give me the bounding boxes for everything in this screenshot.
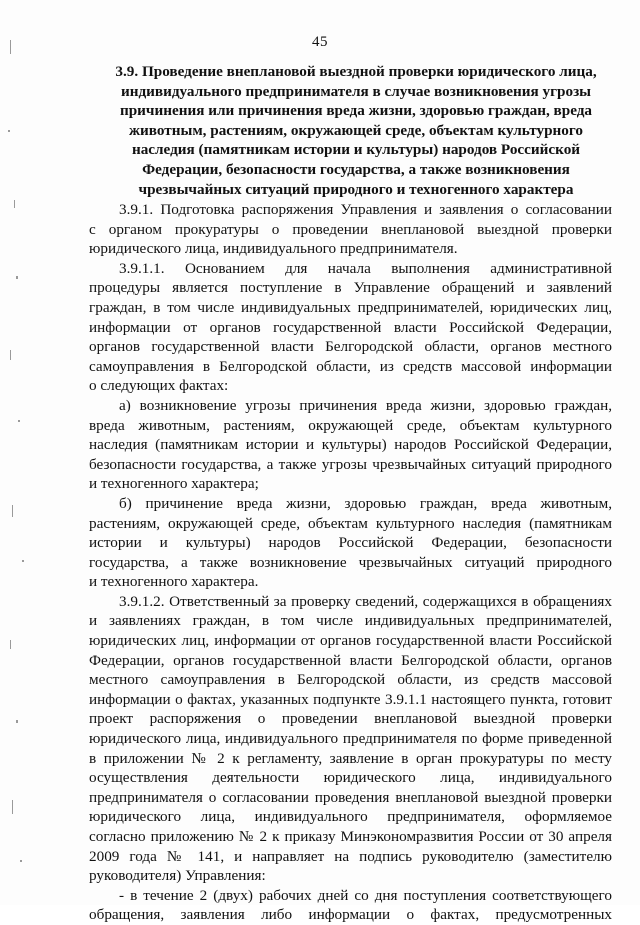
paragraph-line: граждан, в том числе индивидуальных предпринимателей, юридических лиц, — [89, 298, 612, 316]
section-heading-line: 3.9. Проведение внеплановой выездной проверки юридического лица, — [115, 63, 597, 80]
section-heading-line: животным, растениям, окружающей среде, объектам культурного — [129, 121, 583, 139]
scan-margin-artifacts — [4, 0, 34, 905]
section-heading-line: Федерации, безопасности государства, а также возникновения — [142, 160, 570, 178]
paragraph-line: обращения, заявления либо информации о фактах, предусмотренных — [89, 906, 612, 924]
paragraph-line: юридического лица, индивидуального предпринимателя по форме приведенной — [89, 730, 612, 748]
paragraph-line: государства, а также возникновение чрезвычайных ситуаций природного — [89, 553, 612, 571]
paragraph-line: и заявлениях граждан, в том числе индивидуальных предпринимателей, — [89, 612, 612, 630]
paragraph-line: о следующих фактах: — [89, 377, 229, 395]
paragraph-line: согласно приложению № 2 к приказу Минэкономразвития России от 30 апреля — [89, 828, 612, 845]
paragraph-line: информации о фактах, указанных подпункте 3.9.1.1 настоящего пункта, готовит — [89, 690, 612, 708]
paragraph-line: вреда животным, растениям, окружающей среде, объектам культурного — [89, 416, 612, 434]
paragraph-line: самоуправления в Белгородской области, из средств массовой информации — [89, 357, 612, 375]
section-heading-line: причинения или причинения вреда жизни, здоровью граждан, вреда — [119, 102, 593, 120]
paragraph-line: растениям, окружающей среде, объектам культурного наследия (памятникам — [89, 514, 612, 532]
paragraph-line: и техногенного характера. — [89, 573, 259, 591]
paragraph-line: Федерации, органов государственной власти Белгородской области, органов — [89, 651, 612, 669]
page-number: 45 — [312, 34, 328, 50]
paragraph-line: и техногенного характера; — [89, 475, 259, 493]
paragraph-3-9-1-2 — [89, 592, 612, 886]
paragraph-line: с органом прокуратуры о проведении внеплановой выездной проверки — [89, 220, 612, 238]
paragraph-line: руководителя) Управления: — [89, 867, 266, 885]
paragraph-line: - в течение 2 (двух) рабочих дней со дня поступления соответствующего — [119, 886, 612, 904]
section-heading-line: чрезвычайных ситуаций природного и техногенного характера — [138, 180, 574, 198]
paragraph-line: б) причинение вреда жизни, здоровью граждан, вреда животным, — [119, 494, 612, 512]
paragraph-line: 3.9.1.2. Ответственный за проверку сведений, содержащихся в обращениях — [119, 592, 612, 610]
paragraph-line: в приложении № 2 к регламенту, заявление в орган прокуратуры по месту — [89, 749, 612, 767]
list-item-b — [89, 494, 612, 592]
section-heading-line: наследия (памятникам истории и культуры) народов Российской — [131, 141, 581, 159]
paragraph-line: предпринимателя о согласовании проведения внеплановой выездной проверки — [89, 788, 612, 806]
paragraph-3-9-1 — [89, 200, 612, 259]
paragraph-line: юридического лица, индивидуального предпринимателя, оформляемое — [89, 808, 612, 826]
list-item-a — [89, 396, 612, 494]
paragraph-line: 2009 года № 141, и направляет на подпись руководителю (заместителю — [89, 847, 612, 865]
paragraph-line: местного самоуправления в Белгородской области, из средств массовой — [89, 671, 612, 689]
section-heading-line: индивидуального предпринимателя в случае возникновения угрозы — [120, 82, 592, 100]
paragraph-line: процедуры является поступление в Управление обращений и заявлений — [89, 279, 612, 297]
paragraph-line: юридических лиц, информации от органов государственной власти Российской — [89, 632, 612, 650]
paragraph-line: 3.9.1.1. Основанием для начала выполнения административной — [119, 259, 612, 277]
paragraph-line: истории и культуры) народов Российской Федерации, безопасности — [89, 534, 612, 552]
paragraph-3-9-1-1 — [89, 259, 612, 396]
section-heading — [96, 62, 616, 199]
paragraph-line: осуществления деятельности юридического лица, индивидуального — [89, 769, 612, 787]
list-item-dash — [89, 886, 612, 925]
document-body — [89, 200, 612, 925]
paragraph-line: проект распоряжения о проведении внеплановой выездной проверки — [89, 710, 612, 728]
paragraph-line: наследия (памятникам истории и культуры) народов Российской Федерации, — [89, 436, 612, 454]
paragraph-line: информации от органов государственной власти Российской Федерации, — [89, 318, 612, 336]
paragraph-line: 3.9.1. Подготовка распоряжения Управления и заявления о согласовании — [119, 201, 612, 218]
paragraph-line: юридического лица, индивидуального предпринимателя. — [89, 240, 458, 258]
paragraph-line: а) возникновение угрозы причинения вреда жизни, здоровью граждан, — [119, 396, 612, 414]
paragraph-line: безопасности государства, а также угрозы чрезвычайных ситуаций природного — [89, 455, 612, 473]
paragraph-line: органов государственной власти Белгородской области, органов местного — [89, 338, 612, 356]
